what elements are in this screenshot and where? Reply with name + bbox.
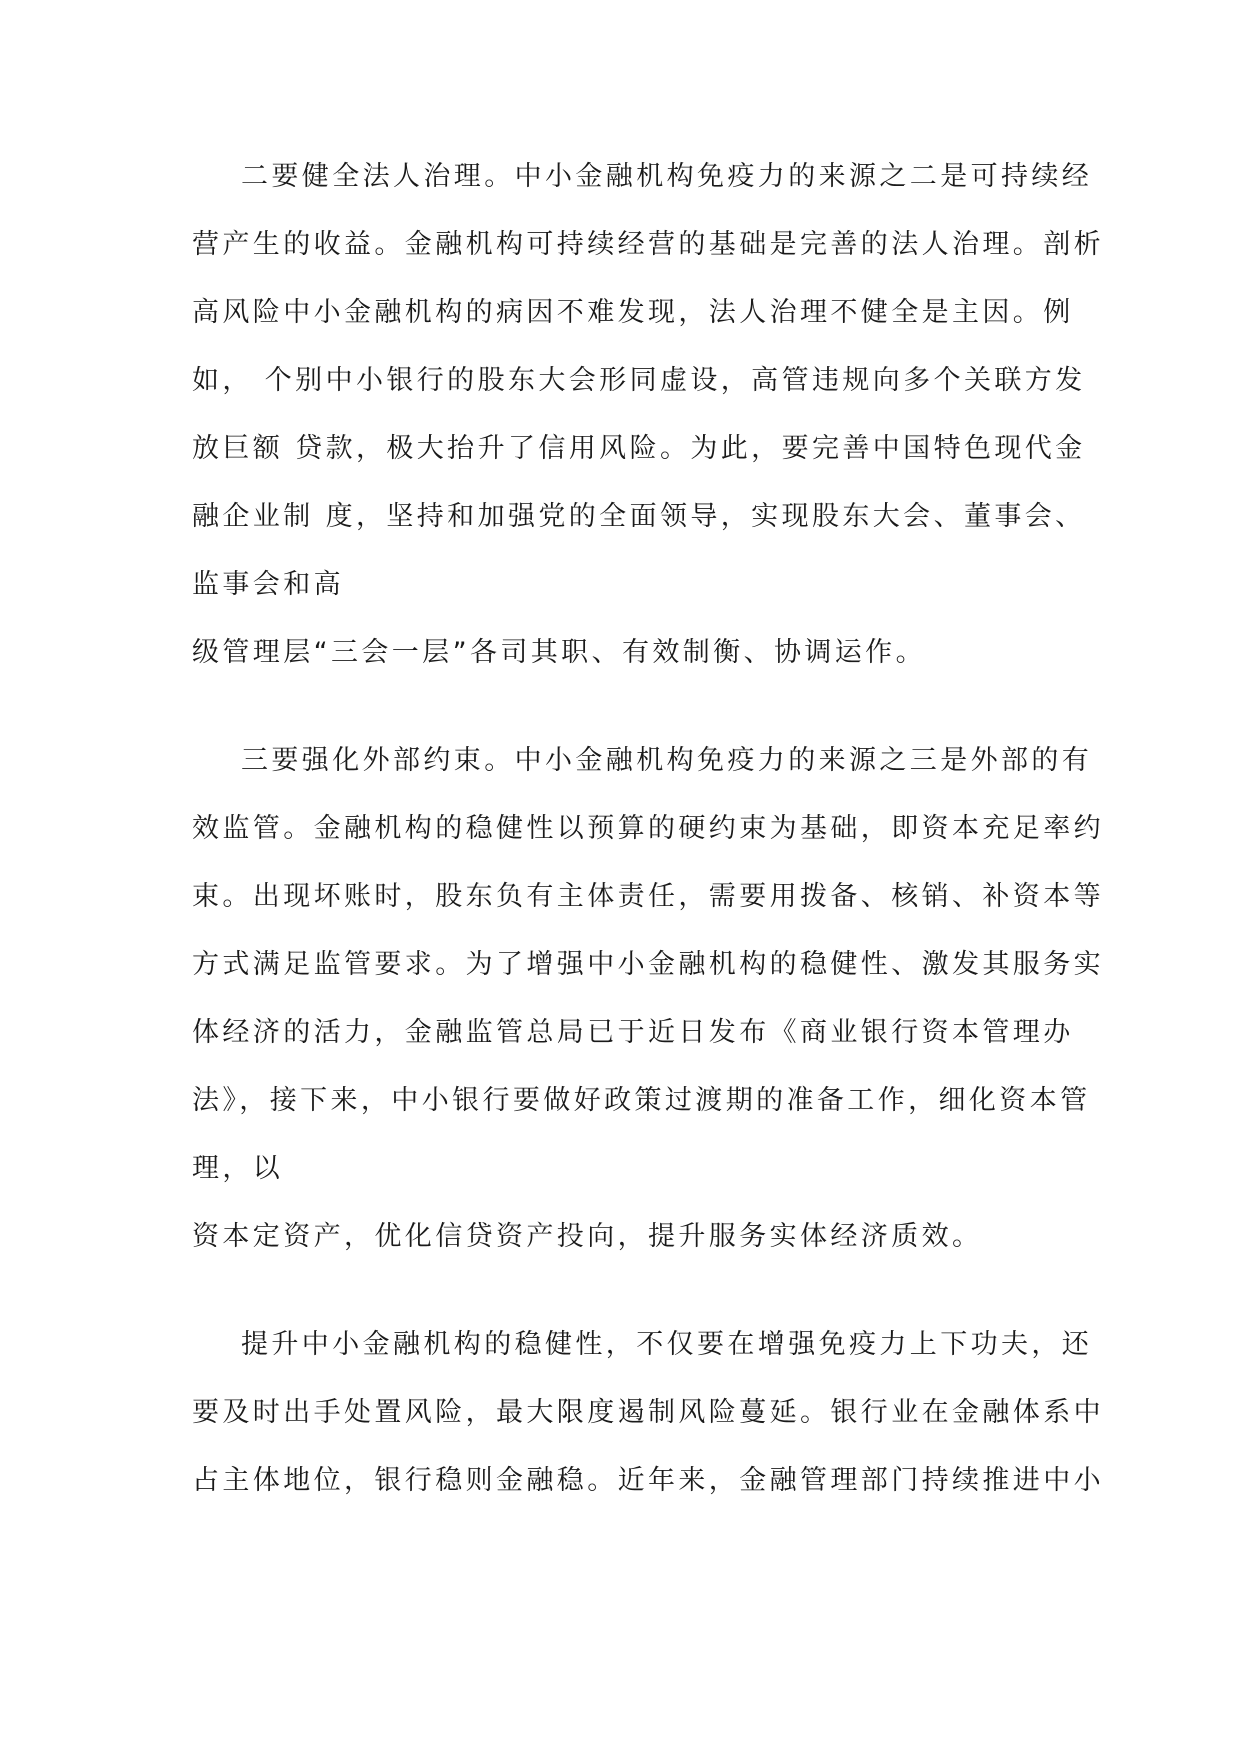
text-line: 营产生的收益。金融机构可持续经营的基础是完善的法人治理。剖析 <box>192 229 1104 260</box>
text-line: 要及时出手处置风险，最大限度遏制风险蔓延。银行业在金融体系中 <box>192 1397 1104 1428</box>
text-line: 效监管。金融机构的稳健性以预算的硬约束为基础，即资本充足率约 <box>192 813 1104 844</box>
text-line: 方式满足监管要求。为了增强中小金融机构的稳健性、激发其服务实 <box>192 949 1104 980</box>
text-line: 如， 个别中小银行的股东大会形同虚设，高管违规向多个关联方发 <box>192 365 1086 396</box>
text-line: 三要强化外部约束。中小金融机构免疫力的来源之三是外部的有 <box>241 745 1093 776</box>
text-line: 体经济的活力，金融监管总局已于近日发布《商业银行资本管理办 <box>192 1017 1074 1048</box>
text-line: 二要健全法人治理。中小金融机构免疫力的来源之二是可持续经 <box>241 161 1093 192</box>
text-line: 放巨额 贷款，极大抬升了信用风险。为此，要完善中国特色现代金 <box>192 433 1086 464</box>
text-line: 占主体地位，银行稳则金融稳。近年来，金融管理部门持续推进中小 <box>192 1465 1104 1496</box>
text-line: 法》，接下来，中小银行要做好政策过渡期的准备工作，细化资本管 <box>192 1085 1091 1116</box>
text-line: 级管理层“三会一层”各司其职、有效制衡、协调运作。 <box>192 637 926 668</box>
text-line: 监事会和高 <box>192 569 344 600</box>
text-line: 资本定资产，优化信贷资产投向，提升服务实体经济质效。 <box>192 1221 983 1252</box>
text-line: 融企业制 度，坚持和加强党的全面领导，实现股东大会、董事会、 <box>192 501 1086 532</box>
text-line: 高风险中小金融机构的病因不难发现，法人治理不健全是主因。例 <box>192 297 1074 328</box>
text-line: 理，以 <box>192 1153 284 1184</box>
text-line: 提升中小金融机构的稳健性，不仅要在增强免疫力上下功夫，还 <box>241 1329 1093 1360</box>
text-line: 束。出现坏账时，股东负有主体责任，需要用拨备、核销、补资本等 <box>192 881 1104 912</box>
